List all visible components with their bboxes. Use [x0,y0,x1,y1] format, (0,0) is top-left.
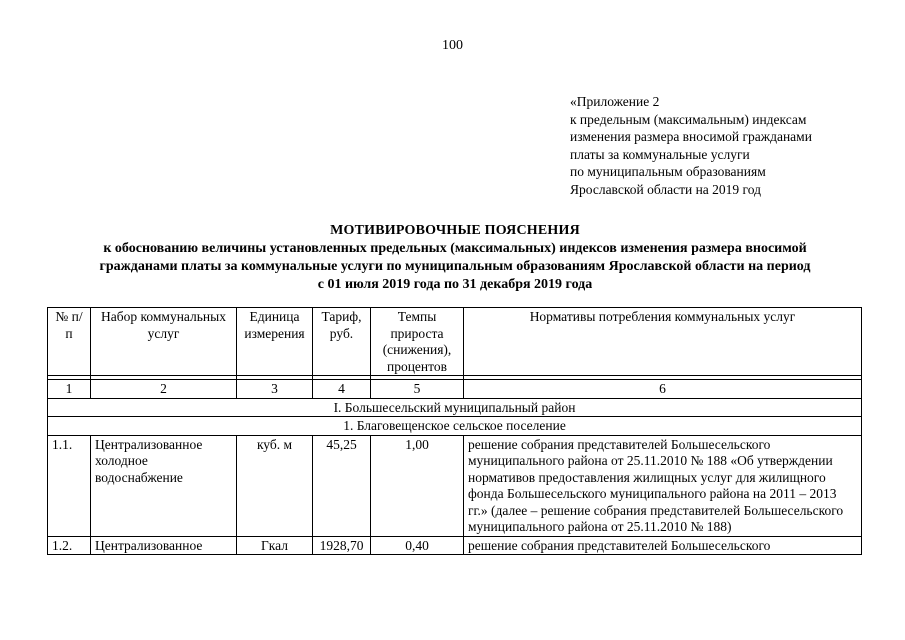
title-heading: МОТИВИРОВОЧНЫЕ ПОЯСНЕНИЯ [330,223,580,238]
header-norms: Нормативы потребления коммунальных услуг [464,308,862,376]
row-unit: куб. м [237,435,313,536]
column-number: 4 [313,380,371,399]
appendix-line: Ярославской области на 2019 год [570,181,761,197]
title-line: гражданами платы за коммунальные услуги по муниципальным образованиям Ярославской области на период [99,259,811,274]
column-number: 6 [464,380,862,399]
table-row [48,536,862,555]
appendix-line: платы за коммунальные услуги [570,146,750,162]
settlement-row [48,417,862,436]
column-number: 1 [48,380,91,399]
row-num: 1.2. [48,536,91,555]
row-growth: 1,00 [371,435,464,536]
title-line: с 01 июля 2019 года по 31 декабря 2019 года [317,277,593,292]
appendix-reference [570,93,870,199]
district-label: I. Большесельский муниципальный район [48,398,862,417]
column-number: 5 [371,380,464,399]
district-row [48,398,862,417]
row-service: Централизованное холодное водоснабжение [91,435,237,536]
appendix-line: «Приложение 2 [570,94,660,109]
document-title [40,222,870,294]
row-growth: 0,40 [371,536,464,555]
row-norms: решение собрания представителей Большесельского [464,536,862,555]
header-num: № п/п [48,308,91,376]
table-header-row [48,308,862,376]
title-line: к обоснованию величины установленных предельных (максимальных) индексов изменения размера вносимой [103,241,807,256]
row-num: 1.1. [48,435,91,536]
norms-table [47,307,862,555]
row-tariff: 1928,70 [313,536,371,555]
page-number: 100 [442,38,463,53]
appendix-line: изменения размера вносимой гражданами [570,129,812,145]
header-unit: Единица измерения [237,308,313,376]
column-number: 3 [237,380,313,399]
appendix-line: по муниципальным образованиям [570,164,766,180]
header-growth: Темпы прироста (снижения), процентов [371,308,464,376]
table-row [48,435,862,536]
header-tariff: Тариф, руб. [313,308,371,376]
row-tariff: 45,25 [313,435,371,536]
row-norms: решение собрания представителей Большесельского муниципального района от 25.11.2010 № 188 «Об утверждении нормативов предоставления жилищных услуг для жилищного фонда Большесельского муниципального района на 2011 – 2013 гг.» (далее – решение собрания представителей Большесельского муниципального района от 25.11.2010 № 188) [464,435,862,536]
row-service: Централизованное [91,536,237,555]
appendix-line: к предельным (максимальным) индексам [570,111,807,127]
column-number-row [48,380,862,399]
column-number: 2 [91,380,237,399]
row-unit: Гкал [237,536,313,555]
settlement-label: 1. Благовещенское сельское поселение [48,417,862,436]
header-service: Набор коммунальных услуг [91,308,237,376]
